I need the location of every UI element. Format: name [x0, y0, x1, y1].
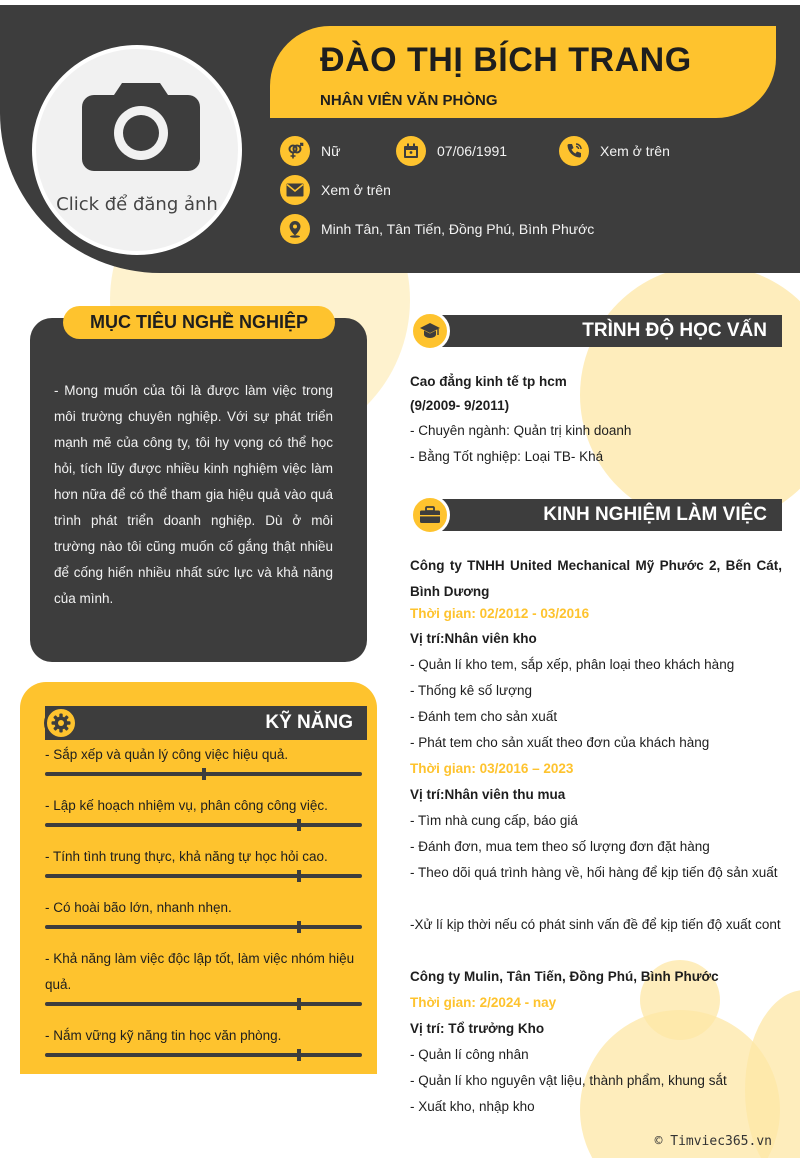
- job-duty: - Tìm nhà cung cấp, báo giá: [410, 813, 578, 828]
- education-title: TRÌNH ĐỘ HỌC VẤN: [582, 320, 767, 341]
- skill-level-knob: [297, 998, 301, 1010]
- phone-info: [559, 136, 670, 166]
- skill-level-bar: [45, 874, 362, 878]
- skills-title: KỸ NĂNG: [265, 712, 353, 733]
- company-name: Công ty TNHH United Mechanical Mỹ Phước 2, Bến Cát, Bình Dương: [410, 558, 782, 599]
- skill-level-knob: [297, 1049, 301, 1061]
- job-position: Vị trí: Tổ trưởng Kho: [410, 1021, 545, 1036]
- skill-level-knob: [297, 870, 301, 882]
- avatar-upload[interactable]: [32, 45, 242, 255]
- job-duty: - Đánh đơn, mua tem theo số lượng đơn đặt hàng: [410, 839, 710, 854]
- job-title: NHÂN VIÊN VĂN PHÒNG: [320, 92, 498, 109]
- camera-icon: [82, 83, 200, 171]
- skill-level-knob: [297, 921, 301, 933]
- location-icon: [280, 214, 310, 244]
- experience-title: KINH NGHIỆM LÀM VIỆC: [543, 504, 767, 525]
- skill-item: - Khả năng làm việc độc lập tốt, làm việc nhóm hiệu quả.: [45, 951, 355, 992]
- education-header: [410, 311, 782, 351]
- job-duty: - Quản lí kho nguyên vật liệu, thành phẩm, khung sắt: [410, 1073, 727, 1088]
- skill-item: - Có hoài bão lớn, nhanh nhẹn.: [45, 900, 232, 915]
- graduation-cap-icon: [410, 311, 450, 351]
- gender-icon: [280, 136, 310, 166]
- skill-item: - Nắm vững kỹ năng tin học văn phòng.: [45, 1028, 282, 1043]
- skill-level-bar: [45, 925, 362, 929]
- skill-level-knob: [202, 768, 206, 780]
- job-duty: - Phát tem cho sản xuất theo đơn của khách hàng: [410, 735, 710, 750]
- skill-level-bar: [45, 823, 362, 827]
- candidate-name: ĐÀO THỊ BÍCH TRANG: [320, 41, 692, 79]
- objective-text: - Mong muốn của tôi là được làm việc trong môi trường chuyên nghiệp. Với sự phát triển mạnh mẽ của công ty, tôi hy vọng có thể học hỏi, tích lũy được nhiều kinh nghiệm việc làm hơn nữa để có thể tham gia hiệu quả vào quá trình phát triển doanh nghiệp. Dù ở môi trường nào tôi cũng muốn cố gắng thật nhiều để cống hiến nhiều nhất sức lực và khả năng của mình.: [54, 383, 333, 606]
- education-school: Cao đẳng kinh tế tp hcm: [410, 374, 567, 389]
- education-degree: - Bằng Tốt nghiệp: Loại TB- Khá: [410, 449, 604, 464]
- job-time: Thời gian: 2/2024 - nay: [410, 995, 557, 1010]
- job-duty: - Quản lí công nhân: [410, 1047, 529, 1062]
- objective-title: MỤC TIÊU NGHỀ NGHIỆP: [63, 306, 335, 339]
- birthday-info: [396, 136, 507, 166]
- skill-item: - Lập kế hoạch nhiệm vụ, phân công công việc.: [45, 798, 328, 813]
- address-info: [280, 214, 594, 244]
- avatar-label: Click để đăng ảnh: [56, 194, 218, 215]
- name-banner: [270, 26, 776, 118]
- education-period: (9/2009- 9/2011): [410, 398, 510, 413]
- address-value: Minh Tân, Tân Tiến, Đồng Phú, Bình Phước: [321, 221, 595, 237]
- gender-info: [280, 136, 340, 166]
- skill-level-knob: [297, 819, 301, 831]
- email-icon: [280, 175, 310, 205]
- skill-level-bar: [45, 772, 362, 776]
- phone-value: Xem ở trên: [600, 143, 670, 159]
- gender-value: Nữ: [321, 143, 341, 159]
- email-value: Xem ở trên: [321, 182, 391, 198]
- education-header-bar: [430, 315, 782, 347]
- company-name: Công ty Mulin, Tân Tiến, Đồng Phú, Bình Phước: [410, 969, 719, 984]
- briefcase-icon: [410, 495, 450, 535]
- skills-header: [45, 706, 367, 740]
- phone-icon: [559, 136, 589, 166]
- skill-item: - Tính tình trung thực, khả năng tự học hỏi cao.: [45, 849, 328, 864]
- calendar-icon: [396, 136, 426, 166]
- gear-icon: [44, 706, 78, 740]
- skill-level-bar: [45, 1002, 362, 1006]
- skills-section: [20, 682, 377, 1074]
- education-major: - Chuyên ngành: Quản trị kinh doanh: [410, 423, 632, 438]
- job-time: Thời gian: 02/2012 - 03/2016: [410, 606, 590, 621]
- job-position: Vị trí:Nhân viên thu mua: [410, 787, 566, 802]
- job-duty: - Quản lí kho tem, sắp xếp, phân loại theo khách hàng: [410, 657, 735, 672]
- watermark: © Timviec365.vn: [654, 1134, 772, 1149]
- objective-section: [30, 318, 367, 662]
- job-position: Vị trí:Nhân viên kho: [410, 631, 537, 646]
- skill-level-bar: [45, 1053, 362, 1057]
- job-duty: - Đánh tem cho sản xuất: [410, 709, 558, 724]
- experience-header: [410, 495, 782, 535]
- email-info: [280, 175, 391, 205]
- job-duty: - Thống kê số lượng: [410, 683, 532, 698]
- job-duty: -Xử lí kịp thời nếu có phát sinh vấn đề để kịp tiến độ xuất cont: [410, 917, 781, 932]
- skill-item: - Sắp xếp và quản lý công việc hiệu quả.: [45, 747, 289, 762]
- job-duty: - Xuất kho, nhập kho: [410, 1099, 535, 1114]
- experience-header-bar: [430, 499, 782, 531]
- job-time: Thời gian: 03/2016 – 2023: [410, 761, 574, 776]
- job-duty: - Theo dõi quá trình hàng về, hối hàng để kịp tiến độ sản xuất: [410, 865, 778, 880]
- birthday-value: 07/06/1991: [437, 143, 508, 159]
